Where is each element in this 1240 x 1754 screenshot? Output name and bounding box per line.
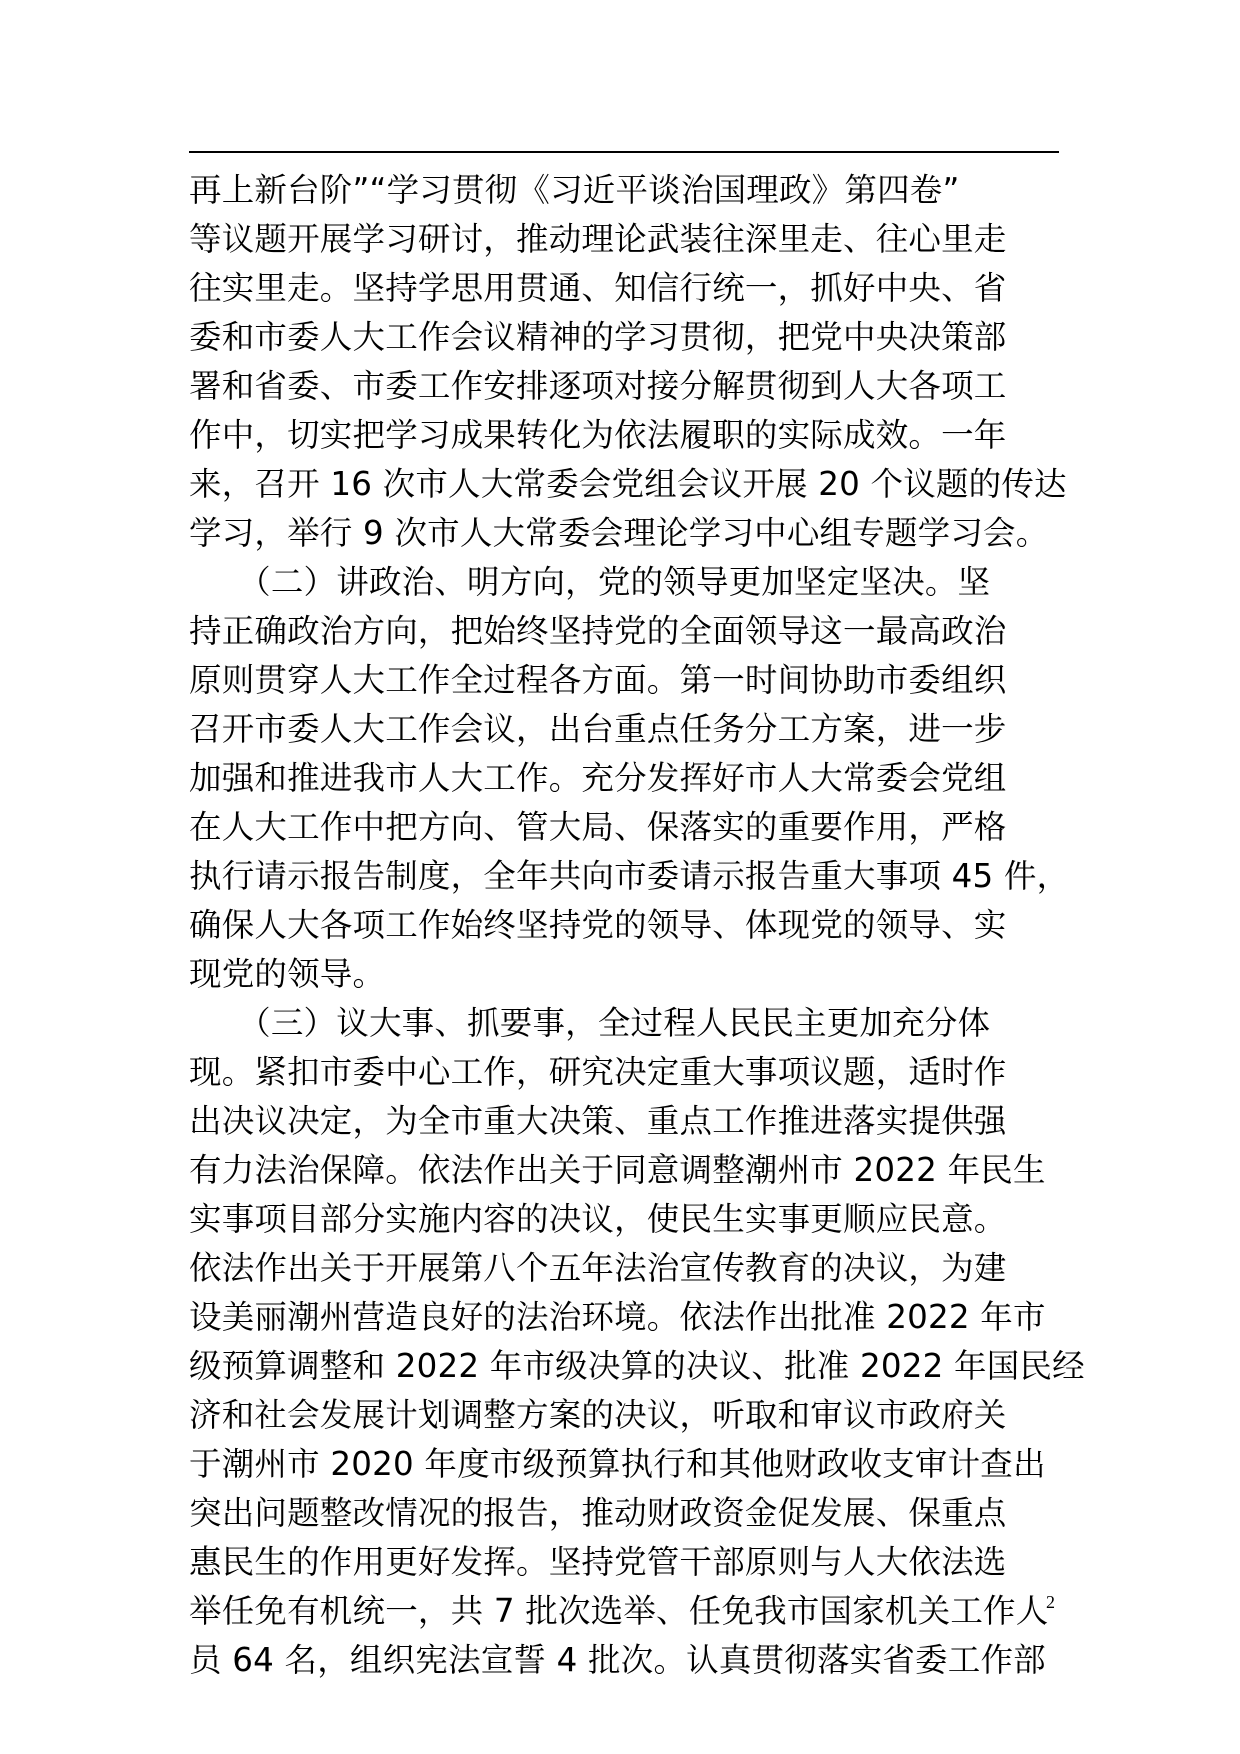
text-line: 出决议决定，为全市重大决策、重点工作推进落实提供强 [189,1102,1007,1140]
text-line: 原则贯穿人大工作全过程各方面。第一时间协助市委组织 [189,661,1007,699]
section-heading-line: （三）议大事、抓要事，全过程人民民主更加充分体 [189,1004,991,1042]
text-line: 确保人大各项工作始终坚持党的领导、体现党的领导、实 [189,906,1007,944]
text-line: 实事项目部分实施内容的决议，使民生实事更顺应民意。 [189,1200,1007,1238]
text-line: 现。紧扣市委中心工作，研究决定重大事项议题，适时作 [189,1053,1007,1091]
text-line: 委和市委人大工作会议精神的学习贯彻，把党中央决策部 [189,318,1007,356]
page-number: 2 [1046,1592,1055,1612]
text-line: 济和社会发展计划调整方案的决议，听取和审议市政府关 [189,1396,1007,1434]
section-heading-line: （二）讲政治、明方向，党的领导更加坚定坚决。坚 [189,563,991,601]
text-line: 署和省委、市委工作安排逐项对接分解贯彻到人大各项工 [189,367,1007,405]
text-line: 员 64 名，组织宪法宣誓 4 批次。认真贯彻落实省委工作部 [189,1641,1046,1679]
text-line: 等议题开展学习研讨，推动理论武装往深里走、往心里走 [189,220,1007,258]
text-line: 在人大工作中把方向、管大局、保落实的重要作用，严格 [189,808,1007,846]
text-line: 突出问题整改情况的报告，推动财政资金促发展、保重点 [189,1494,1007,1532]
text-line: 举任免有机统一，共 7 批次选举、任免我市国家机关工作人 [189,1592,1049,1630]
text-line: 加强和推进我市人大工作。充分发挥好市人大常委会党组 [189,759,1007,797]
body-text [189,166,1085,1685]
text-line: 学习，举行 9 次市人大常委会理论学习中心组专题学习会。 [189,514,1049,552]
text-line: 惠民生的作用更好发挥。坚持党管干部原则与人大依法选 [189,1543,1007,1581]
text-line: 设美丽潮州营造良好的法治环境。依法作出批准 2022 年市 [189,1298,1046,1336]
text-line: 级预算调整和 2022 年市级决算的决议、批准 2022 年国民经 [189,1347,1085,1385]
text-line: 有力法治保障。依法作出关于同意调整潮州市 2022 年民生 [189,1151,1046,1189]
text-line: 现党的领导。 [189,955,386,993]
text-line: 召开市委人大工作会议，出台重点任务分工方案，进一步 [189,710,1007,748]
text-line: 作中，切实把学习成果转化为依法履职的实际成效。一年 [189,416,1007,454]
text-line: 来，召开 16 次市人大常委会党组会议开展 20 个议题的传达 [189,465,1067,503]
text-line: 执行请示报告制度，全年共向市委请示报告重大事项 45 件， [189,857,1070,895]
text-line: 再上新台阶”“学习贯彻《习近平谈治国理政》第四卷” [189,171,960,209]
text-line: 往实里走。坚持学思用贯通、知信行统一，抓好中央、省 [189,269,1007,307]
text-line: 于潮州市 2020 年度市级预算执行和其他财政收支审计查出 [189,1445,1046,1483]
text-line: 依法作出关于开展第八个五年法治宣传教育的决议，为建 [189,1249,1007,1287]
text-line: 持正确政治方向，把始终坚持党的全面领导这一最高政治 [189,612,1007,650]
header-rule [189,151,1059,153]
